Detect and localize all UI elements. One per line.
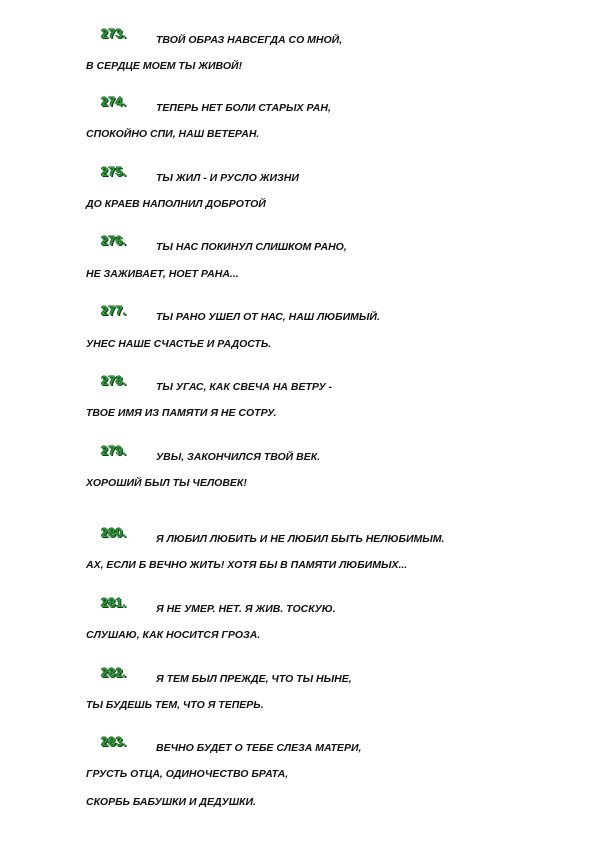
entry-line: Я ТЕМ БЫЛ ПРЕЖДЕ, ЧТО ТЫ НЫНЕ, xyxy=(156,673,352,685)
entry-line: СПОКОЙНО СПИ, НАШ ВЕТЕРАН. xyxy=(86,128,260,140)
entry-line: ТЫ УГАС, КАК СВЕЧА НА ВЕТРУ - xyxy=(156,381,333,393)
entry-line: ХОРОШИЙ БЫЛ ТЫ ЧЕЛОВЕК! xyxy=(86,477,247,489)
entry-line: ТЫ ЖИЛ - И РУСЛО ЖИЗНИ xyxy=(156,172,299,184)
entry-number: 279. xyxy=(101,443,127,458)
entry-number: 274. xyxy=(101,94,127,109)
entry-number: 278. xyxy=(101,373,127,388)
entry-line: ТЫ РАНО УШЕЛ ОТ НАС, НАШ ЛЮБИМЫЙ. xyxy=(156,311,380,323)
entry-line: НЕ ЗАЖИВАЕТ, НОЕТ РАНА... xyxy=(86,268,239,280)
entry-line: СКОРБЬ БАБУШКИ И ДЕДУШКИ. xyxy=(86,796,256,808)
entry-number: 282. xyxy=(101,665,127,680)
entry-number: 280. xyxy=(101,525,127,540)
entry-number: 275. xyxy=(101,164,127,179)
entry-line: ТЫ БУДЕШЬ ТЕМ, ЧТО Я ТЕПЕРЬ. xyxy=(86,699,264,711)
entry-line: ТЫ НАС ПОКИНУЛ СЛИШКОМ РАНО, xyxy=(156,241,347,253)
entry-line: УВЫ, ЗАКОНЧИЛСЯ ТВОЙ ВЕК. xyxy=(156,451,321,463)
entry-line: ТВОЙ ОБРАЗ НАВСЕГДА СО МНОЙ, xyxy=(156,34,343,46)
entry-line: АХ, ЕСЛИ Б ВЕЧНО ЖИТЬ! ХОТЯ БЫ В ПАМЯТИ ЛЮБИМЫХ... xyxy=(86,559,408,571)
entry-number: 273. xyxy=(101,26,127,41)
entry-number: 277. xyxy=(101,303,127,318)
entry-line: ТЕПЕРЬ НЕТ БОЛИ СТАРЫХ РАН, xyxy=(156,102,331,114)
entry-number: 283. xyxy=(101,734,127,749)
entry-line: Я НЕ УМЕР. НЕТ. Я ЖИВ. ТОСКУЮ. xyxy=(156,603,336,615)
entry-line: СЛУШАЮ, КАК НОСИТСЯ ГРОЗА. xyxy=(86,629,261,641)
entry-line: В СЕРДЦЕ МОЕМ ТЫ ЖИВОЙ! xyxy=(86,60,243,72)
entry-number: 276. xyxy=(101,233,127,248)
entry-number: 281. xyxy=(101,595,127,610)
entry-line: УНЕС НАШЕ СЧАСТЬЕ И РАДОСТЬ. xyxy=(86,338,272,350)
entry-line: Я ЛЮБИЛ ЛЮБИТЬ И НЕ ЛЮБИЛ БЫТЬ НЕЛЮБИМЫМ. xyxy=(156,533,445,545)
entry-line: ТВОЕ ИМЯ ИЗ ПАМЯТИ Я НЕ СОТРУ. xyxy=(86,407,277,419)
entry-line: ВЕЧНО БУДЕТ О ТЕБЕ СЛЕЗА МАТЕРИ, xyxy=(156,742,362,754)
entry-line: ДО КРАЕВ НАПОЛНИЛ ДОБРОТОЙ xyxy=(86,198,266,210)
entry-line: ГРУСТЬ ОТЦА, ОДИНОЧЕСТВО БРАТА, xyxy=(86,768,289,780)
